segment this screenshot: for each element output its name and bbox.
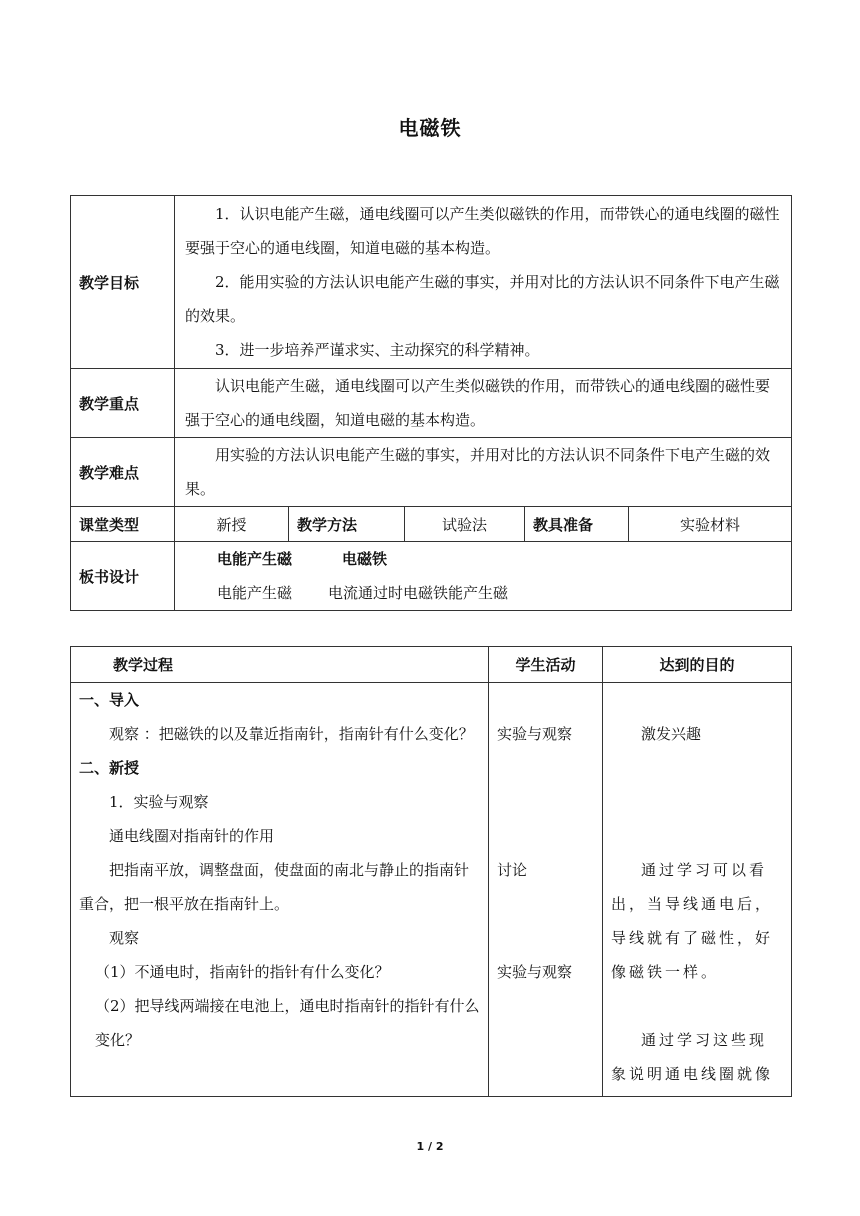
- board-line1-b: 电磁铁: [342, 550, 388, 568]
- goal-1: 激发兴趣: [641, 725, 702, 743]
- step1-text: 把指南平放，调整盘面，使盘面的南北与静止的指南针重合，把一根平放在指南针上。: [79, 861, 470, 913]
- objective-1: 1．认识电能产生磁，通电线圈可以产生类似磁铁的作用，而带铁心的通电线圈的磁性要强于空心的通电线圈，知道电磁的基本构造。: [185, 205, 780, 257]
- question-2: （2）把导线两端接在电池上，通电时指南针的指针有什么变化？: [95, 997, 480, 1049]
- goal-3: 通过学习这些现象说明通电线圈就像: [611, 1031, 774, 1083]
- class-info-row: [71, 507, 792, 542]
- activity-1: 实验与观察: [497, 725, 573, 743]
- board-line2-b: 电流通过时电磁铁能产生磁: [328, 584, 509, 602]
- objectives-row: [71, 196, 792, 369]
- board-design-label: 板书设计: [71, 542, 175, 611]
- class-type-value: 新授: [175, 507, 289, 542]
- header-goal: 达到的目的: [603, 647, 792, 683]
- section1-text: 观察 ：把磁铁的以及靠近指南针，指南针有什么变化？: [109, 725, 474, 743]
- board-line-1: [175, 542, 791, 576]
- difficulties-label: 教学难点: [71, 438, 175, 507]
- materials-label: 教具准备: [525, 507, 629, 542]
- observe-label: 观察: [109, 929, 140, 947]
- page-number: 1 / 2: [416, 1140, 444, 1153]
- board-line-2: [175, 576, 791, 610]
- teaching-process-table: [70, 646, 792, 1097]
- key-points-label: 教学重点: [71, 369, 175, 438]
- goal-2: 通过学习可以看出，当导线通电后，导线就有了磁性，好像磁铁一样。: [611, 861, 774, 981]
- activity-cell: [489, 683, 603, 1097]
- page-title: 电磁铁: [398, 116, 462, 140]
- method-label: 教学方法: [289, 507, 405, 542]
- materials-value: 实验材料: [629, 507, 792, 542]
- objective-3: 3．进一步培养严谨求实、主动探究的科学精神。: [215, 341, 540, 359]
- process-content-cell: [71, 683, 489, 1097]
- key-points-row: [71, 369, 792, 438]
- step1-subtitle: 通电线圈对指南针的作用: [109, 827, 275, 845]
- step1-title: 1．实验与观察: [109, 793, 209, 811]
- goal-cell: [603, 683, 792, 1097]
- objectives-cell: [175, 196, 792, 369]
- board-line2-a: 电能产生磁: [217, 584, 293, 602]
- question-1: （1）不通电时，指南针的指针有什么变化？: [95, 963, 390, 981]
- process-body-row: [71, 683, 792, 1097]
- activity-3: 实验与观察: [497, 963, 573, 981]
- objective-2: 2．能用实验的方法认识电能产生磁的事实，并用对比的方法认识不同条件下电产生磁的效果。: [185, 273, 780, 325]
- method-value: 试验法: [405, 507, 525, 542]
- activity-2: 讨论: [497, 861, 528, 879]
- section2-heading: 二、新授: [79, 759, 140, 777]
- objectives-label: 教学目标: [71, 196, 175, 369]
- header-process: 教学过程: [71, 647, 489, 683]
- key-points-text: 认识电能产生磁，通电线圈可以产生类似磁铁的作用，而带铁心的通电线圈的磁性要强于空心的通电线圈，知道电磁的基本构造。: [185, 377, 771, 429]
- board-line1-a: 电能产生磁: [217, 550, 293, 568]
- difficulties-row: [71, 438, 792, 507]
- board-design-row: [71, 542, 792, 611]
- process-header-row: [71, 647, 792, 683]
- section1-heading: 一、导入: [79, 691, 140, 709]
- board-design-cell: [175, 542, 792, 611]
- header-activity: 学生活动: [489, 647, 603, 683]
- class-type-label: 课堂类型: [71, 507, 175, 542]
- lesson-info-table: [70, 195, 792, 611]
- difficulties-text: 用实验的方法认识电能产生磁的事实，并用对比的方法认识不同条件下电产生磁的效果。: [185, 446, 771, 498]
